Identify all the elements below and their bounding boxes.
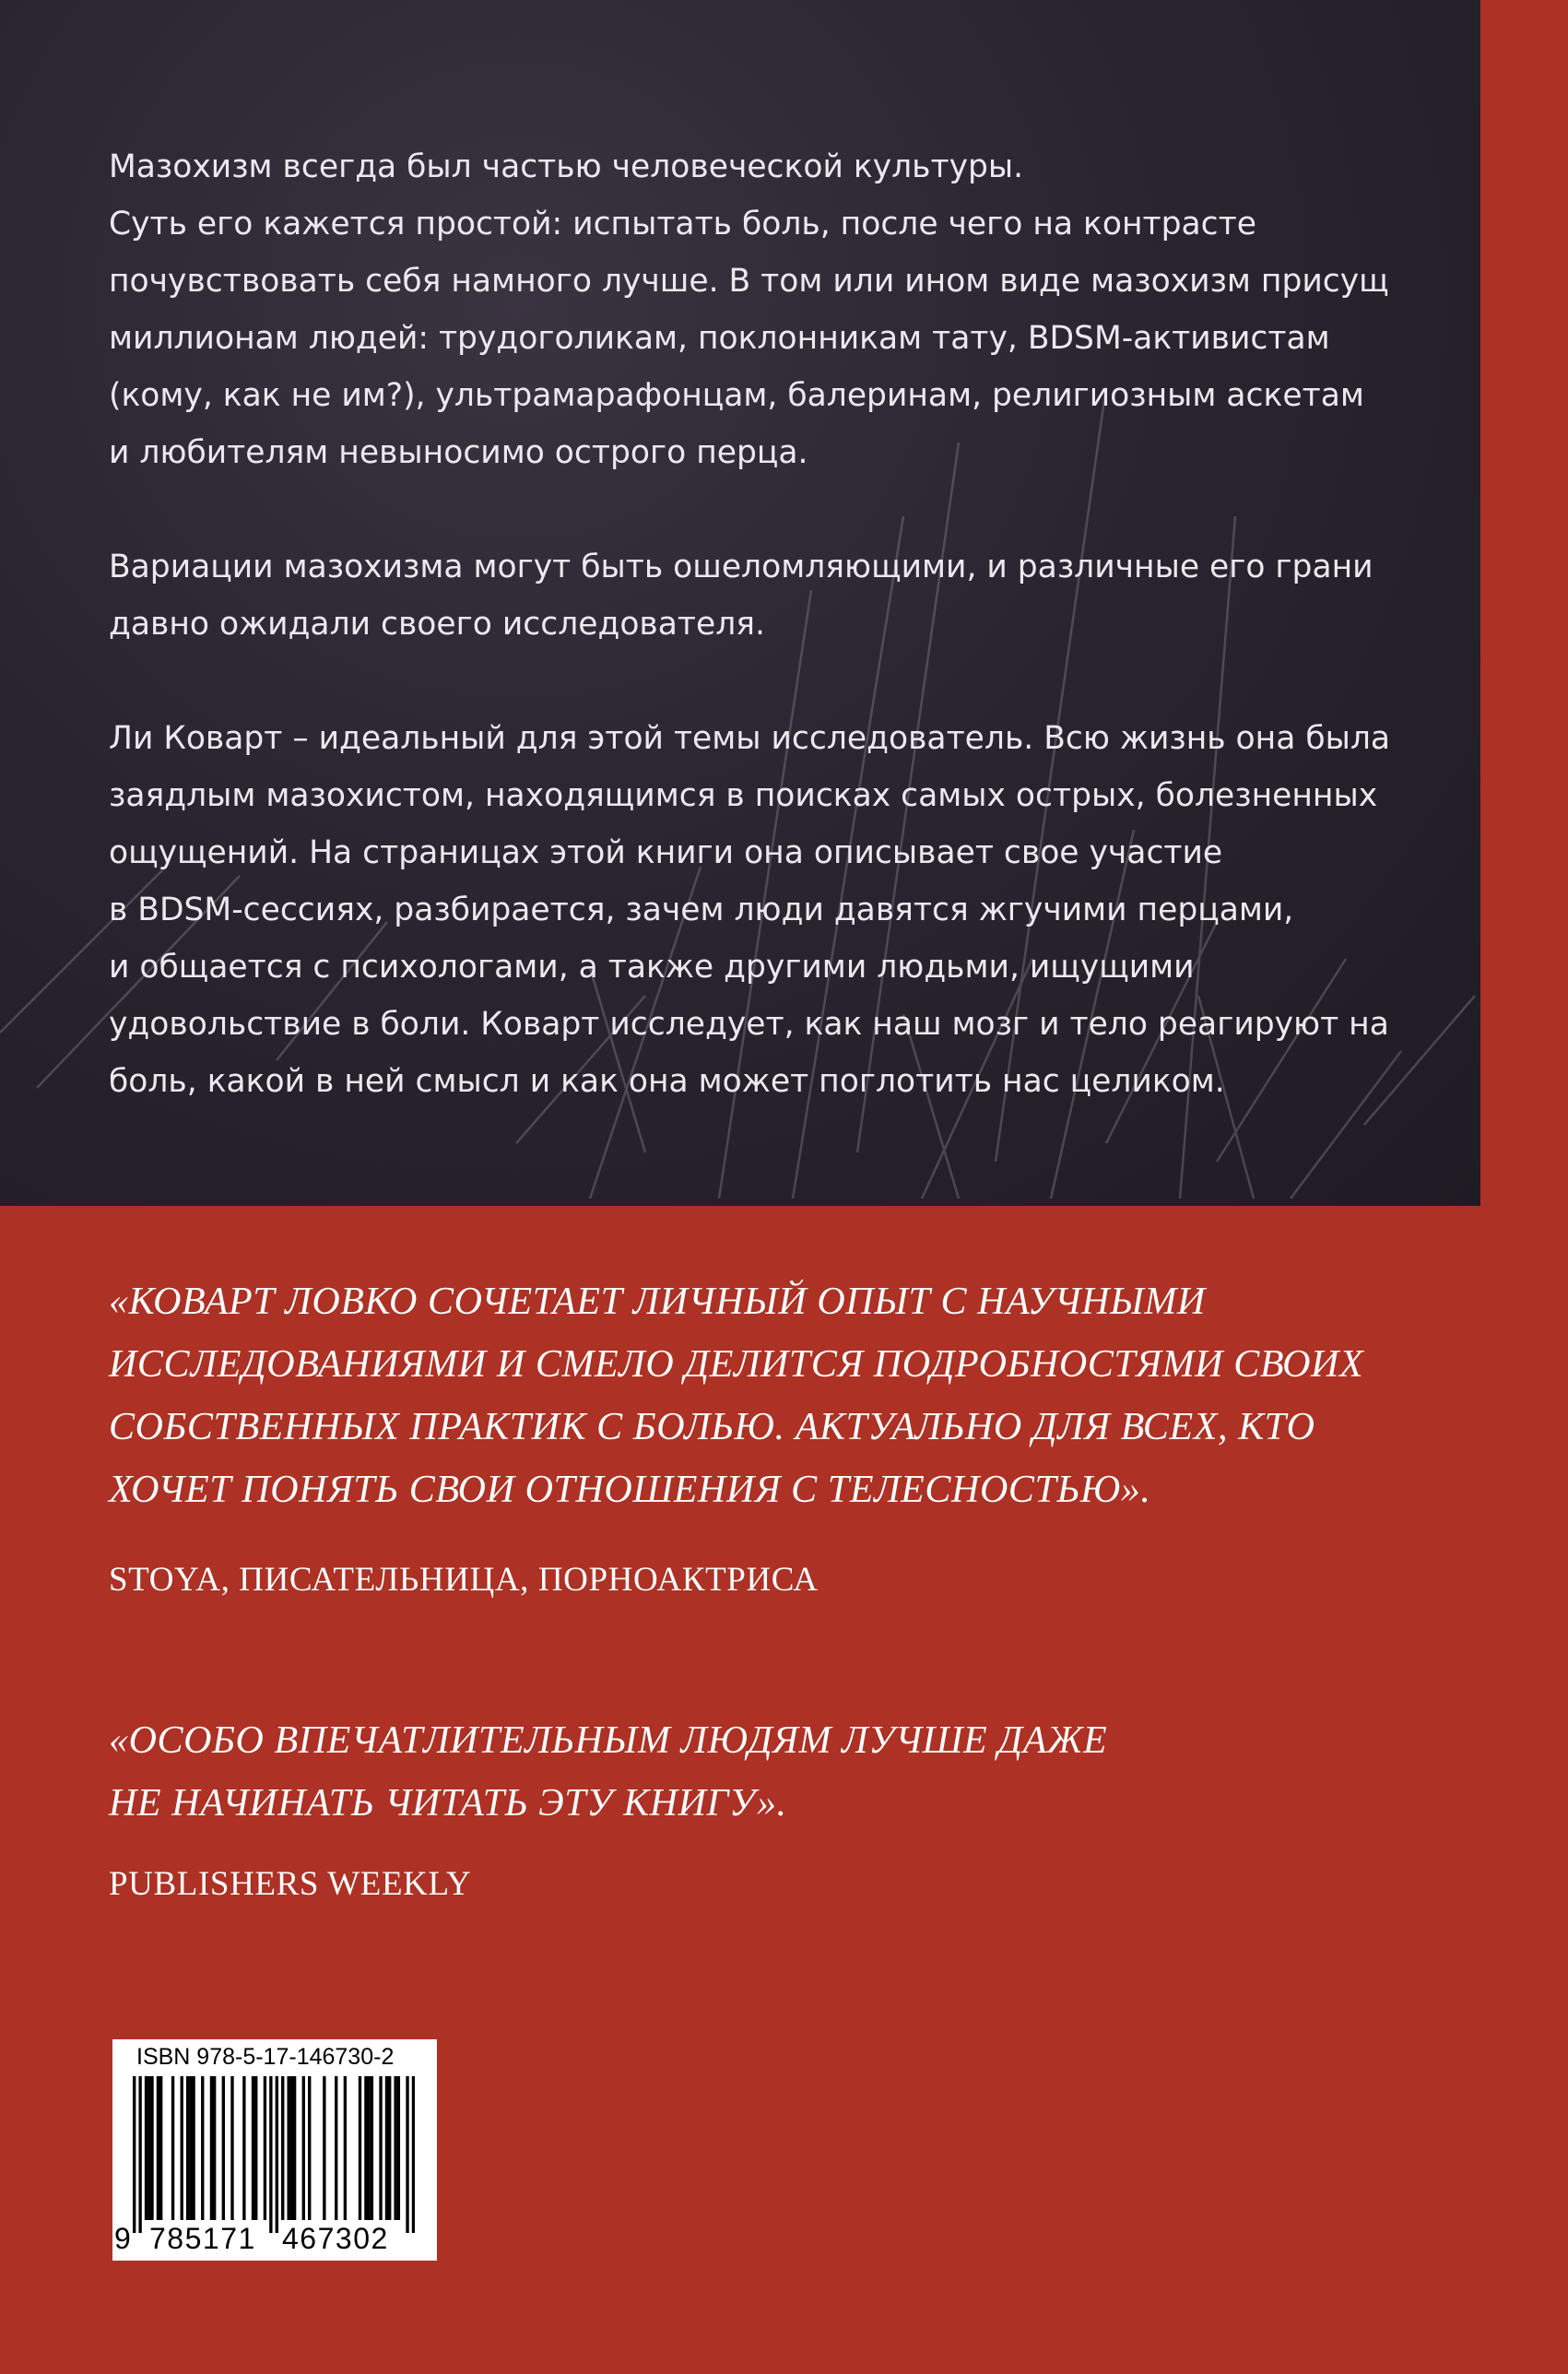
- review-quote-line: ИССЛЕДОВАНИЯМИ И СМЕЛО ДЕЛИТСЯ ПОДРОБНОСТЯМИ СВОИХ: [109, 1343, 1364, 1386]
- barcode-bar: [201, 2076, 204, 2220]
- barcode-bar: [371, 2076, 373, 2220]
- barcode-bar: [359, 2076, 361, 2220]
- barcode-bar: [276, 2076, 278, 2233]
- description-line: удовольствие в боли. Коварт исследует, как наш мозг и тело реагируют на: [109, 1006, 1389, 1043]
- barcode-bar: [388, 2076, 391, 2220]
- isbn-barcode: [112, 2039, 437, 2261]
- review-quote-line: «КОВАРТ ЛОВКО СОЧЕТАЕТ ЛИЧНЫЙ ОПЫТ С НАУЧНЫМИ: [109, 1281, 1206, 1323]
- barcode-bar: [252, 2076, 254, 2220]
- barcode-bar: [222, 2076, 225, 2220]
- barcode-bar: [145, 2076, 147, 2220]
- description-paragraph-3: [109, 710, 1418, 1110]
- description-line: заядлым мазохистом, находящимся в поисках самых острых, болезненных: [109, 777, 1378, 814]
- review-quote-line: СОБСТВЕННЫХ ПРАКТИК С БОЛЬЮ. АКТУАЛЬНО ДЛЯ ВСЕХ, КТО: [109, 1406, 1315, 1448]
- barcode-bar: [254, 2076, 257, 2220]
- barcode-bar: [138, 2076, 141, 2233]
- barcode-bar: [302, 2076, 305, 2220]
- barcode-bar: [189, 2076, 192, 2220]
- barcode-bar: [192, 2076, 195, 2220]
- dark-description-panel: [0, 0, 1480, 1206]
- review-quote-line: ХОЧЕТ ПОНЯТЬ СВОИ ОТНОШЕНИЯ С ТЕЛЕСНОСТЬЮ».: [109, 1469, 1151, 1511]
- book-description: [109, 138, 1418, 1167]
- description-line: ощущений. На страницах этой книги она описывает свое участие: [109, 834, 1223, 871]
- barcode-bar: [171, 2076, 174, 2220]
- barcode-bar: [213, 2076, 216, 2220]
- barcode-bar: [385, 2076, 388, 2220]
- review-quote-1: [109, 1270, 1363, 1521]
- barcode-bar: [210, 2076, 213, 2220]
- ean-right-digits: 467302: [282, 2222, 389, 2255]
- barcode-bar: [394, 2076, 396, 2220]
- barcode-bar: [323, 2076, 325, 2220]
- barcode-bar: [344, 2076, 347, 2220]
- barcode-bar: [186, 2076, 189, 2220]
- spine-red-strip: [1480, 0, 1568, 1206]
- ean-left-digits: 785171: [149, 2222, 256, 2255]
- description-line: миллионам людей: трудоголикам, поклонникам тату, BDSM-активистам: [109, 320, 1330, 357]
- description-line: и общается с психологами, а также другими людьми, ищущими: [109, 949, 1195, 986]
- barcode-bar: [308, 2076, 311, 2220]
- description-line: Вариации мазохизма могут быть ошеломляющими, и различные его грани: [109, 549, 1373, 585]
- barcode-bar: [281, 2076, 284, 2220]
- barcode-bar: [406, 2076, 408, 2233]
- description-line: Суть его кажется простой: испытать боль, после чего на контрасте: [109, 206, 1256, 242]
- description-paragraph-1: [109, 138, 1418, 481]
- description-line: Мазохизм всегда был частью человеческой культуры.: [109, 148, 1024, 185]
- description-line: боль, какой в ней смысл и как она может поглотить нас целиком.: [109, 1063, 1225, 1100]
- barcode-bar: [147, 2076, 150, 2220]
- description-line: почувствовать себя намного лучше. В том или ином виде мазохизм присущ: [109, 263, 1389, 300]
- barcode-bar: [157, 2076, 159, 2220]
- barcode-bar: [293, 2076, 296, 2220]
- review-attribution-2: PUBLISHERS WEEKLY: [109, 1865, 472, 1903]
- description-line: в BDSM-сессиях, разбирается, зачем люди давятся жгучими перцами,: [109, 892, 1294, 928]
- barcode-bar: [159, 2076, 162, 2220]
- barcode-bar: [290, 2076, 293, 2220]
- description-line: Ли Коварт – идеальный для этой темы исследователь. Всю жизнь она была: [109, 720, 1391, 757]
- barcode-bar: [181, 2076, 183, 2220]
- description-line: и любителям невыносимо острого перца.: [109, 434, 808, 471]
- barcode-bar: [264, 2076, 266, 2220]
- description-line: давно ожидали своего исследователя.: [109, 606, 766, 643]
- barcode-bar: [133, 2076, 136, 2233]
- barcode-bar: [269, 2076, 272, 2233]
- barcode-bar: [150, 2076, 153, 2220]
- barcode-bar: [397, 2076, 400, 2220]
- barcode-bar: [230, 2076, 233, 2220]
- barcode-bar: [335, 2076, 337, 2220]
- review-attribution-1: STOYA, ПИСАТЕЛЬНИЦА, ПОРНОАКТРИСА: [109, 1561, 819, 1599]
- review-quote-2: [109, 1709, 1107, 1835]
- review-quote-line: НЕ НАЧИНАТЬ ЧИТАТЬ ЭТУ КНИГУ».: [109, 1782, 787, 1825]
- description-paragraph-2: [109, 538, 1418, 653]
- isbn-label: ISBN 978-5-17-146730-2: [136, 2044, 395, 2070]
- barcode-bar: [364, 2076, 367, 2220]
- barcode-bars: [133, 2076, 415, 2233]
- barcode-bar: [287, 2076, 289, 2220]
- review-quote-line: «ОСОБО ВПЕЧАТЛИТЕЛЬНЫМ ЛЮДЯМ ЛУЧШЕ ДАЖЕ: [109, 1719, 1108, 1762]
- ean-first-digit: 9: [114, 2222, 131, 2255]
- barcode-bar: [242, 2076, 245, 2220]
- barcode-bar: [379, 2076, 382, 2220]
- barcode-bar: [412, 2076, 415, 2233]
- barcode-bar: [367, 2076, 370, 2220]
- description-line: (кому, как не им?), ультрамарафонцам, балеринам, религиозным аскетам: [109, 377, 1364, 414]
